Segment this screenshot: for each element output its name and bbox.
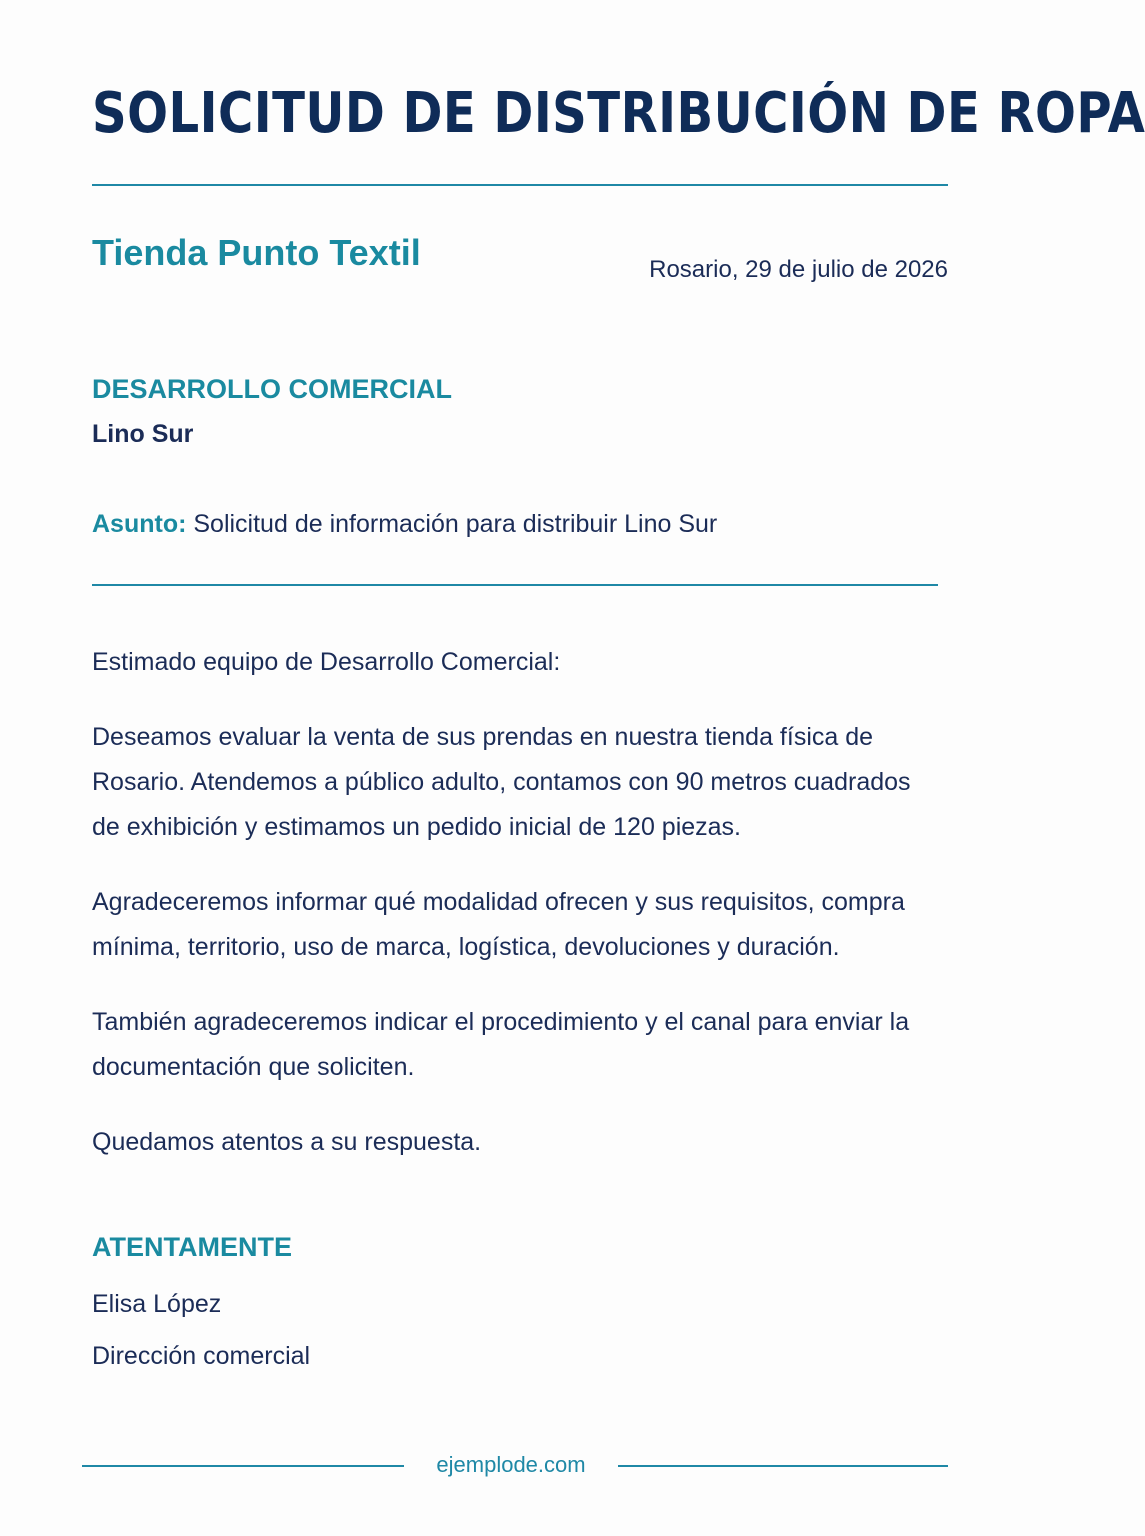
body-paragraph: También agradeceremos indicar el procedimiento y el canal para enviar la documentación que soliciten. bbox=[92, 1008, 910, 1081]
signer-role: Dirección comercial bbox=[92, 1342, 311, 1370]
greeting: Estimado equipo de Desarrollo Comercial: bbox=[92, 648, 561, 676]
place-and-date: Rosario, 29 de julio de 2026 bbox=[649, 256, 948, 283]
recipient-company: Lino Sur bbox=[92, 420, 194, 448]
signer-name: Elisa López bbox=[92, 1290, 222, 1318]
footer-website: ejemplode.com bbox=[436, 1452, 586, 1477]
subject-line bbox=[92, 510, 717, 539]
subject-label: Asunto: bbox=[92, 510, 187, 538]
body-paragraph: Deseamos evaluar la venta de sus prendas en nuestra tienda física de Rosario. Atendemos a público adulto, contamos con 90 metros cuadrados de exhibición y estimamos un pedido inicial de 120 piezas. bbox=[92, 723, 911, 841]
sender-store-name: Tienda Punto Textil bbox=[92, 232, 421, 273]
subject-text: Solicitud de información para distribuir Lino Sur bbox=[193, 510, 718, 538]
document-title: SOLICITUD DE DISTRIBUCIÓN DE ROPA bbox=[92, 81, 1145, 146]
footer-divider-left bbox=[82, 1465, 404, 1467]
body-paragraph: Quedamos atentos a su respuesta. bbox=[92, 1128, 482, 1156]
recipient-department: DESARROLLO COMERCIAL bbox=[92, 374, 452, 404]
closing: ATENTAMENTE bbox=[92, 1232, 292, 1262]
body-paragraph: Agradeceremos informar qué modalidad ofrecen y sus requisitos, compra mínima, territorio, uso de marca, logística, devoluciones y duración. bbox=[92, 888, 905, 961]
title-divider bbox=[92, 184, 948, 186]
letter-body bbox=[92, 640, 932, 1195]
subject-divider bbox=[92, 584, 938, 586]
footer-divider-right bbox=[618, 1465, 948, 1467]
